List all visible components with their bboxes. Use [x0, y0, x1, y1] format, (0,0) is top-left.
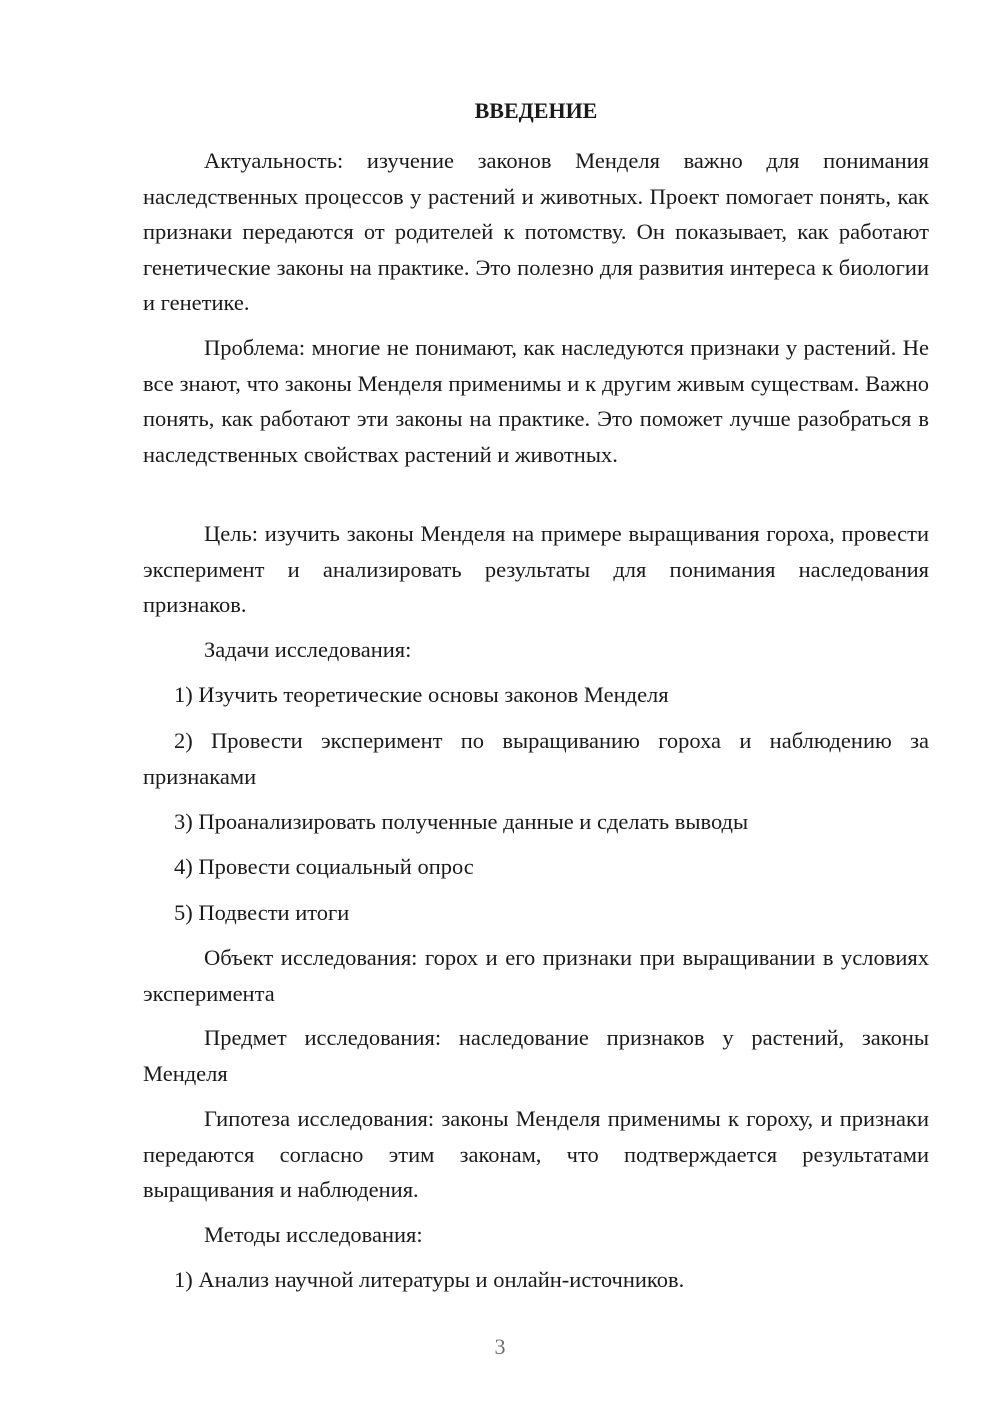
method-item-1: 1) Анализ научной литературы и онлайн-источников.	[174, 1267, 685, 1292]
task-item-3: 3) Проанализировать полученные данные и сделать выводы	[174, 809, 749, 834]
object-paragraph: Объект исследования: горох и его признаки при выращивании в условиях эксперимента	[143, 945, 929, 1006]
goal-paragraph: Цель: изучить законы Менделя на примере выращивания гороха, провести эксперимент и анализировать результаты для понимания наследования признаков.	[143, 521, 929, 617]
subject-paragraph: Предмет исследования: наследование признаков у растений, законы Менделя	[143, 1025, 929, 1086]
section-heading: ВВЕДЕНИЕ	[474, 98, 598, 123]
page-number: 3	[494, 1334, 506, 1359]
task-item-2: 2) Провести эксперимент по выращиванию гороха и наблюдению за признаками	[143, 728, 929, 789]
task-item-5: 5) Подвести итоги	[174, 900, 350, 925]
methods-title: Методы исследования:	[204, 1222, 423, 1247]
relevance-paragraph: Актуальность: изучение законов Менделя важно для понимания наследственных процессов у растений и животных. Проект помогает понять, как признаки передаются от родителей к потомству. Он показывает, как работают генетические законы на практике. Это полезно для развития интереса к биологии и генетике.	[143, 148, 929, 315]
task-item-4: 4) Провести социальный опрос	[174, 854, 474, 879]
hypothesis-paragraph: Гипотеза исследования: законы Менделя применимы к гороху, и признаки передаются согласно этим законам, что подтверждается результатами выращивания и наблюдения.	[143, 1106, 929, 1202]
task-item-1: 1) Изучить теоретические основы законов Менделя	[174, 682, 669, 707]
tasks-title: Задачи исследования:	[204, 637, 412, 662]
problem-paragraph: Проблема: многие не понимают, как наследуются признаки у растений. Не все знают, что законы Менделя применимы и к другим живым существам. Важно понять, как работают эти законы на практике. Это поможет лучше разобраться в наследственных свойствах растений и животных.	[143, 335, 929, 467]
